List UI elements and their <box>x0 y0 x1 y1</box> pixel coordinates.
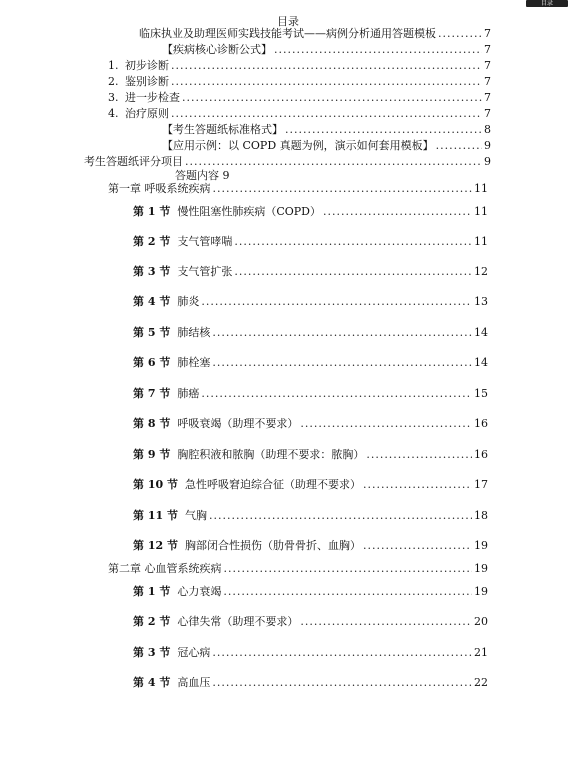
section-label: 肺结核 <box>177 326 211 339</box>
toc-section-pneumonia[interactable] <box>133 295 488 308</box>
toc-section-pneumothorax[interactable] <box>133 509 488 522</box>
section-page: 16 <box>474 448 488 461</box>
section-label: 胸部闭合性损伤（肋骨骨折、血胸） <box>184 539 361 552</box>
leader-dots <box>212 646 472 659</box>
section-label: 高血压 <box>177 676 211 689</box>
section-label: 心力衰竭 <box>177 585 222 598</box>
section-label: 心律失常（助理不要求） <box>177 615 299 628</box>
section-page: 15 <box>474 387 488 400</box>
leader-dots <box>224 562 473 575</box>
section-page: 18 <box>474 509 488 522</box>
section-label: 急性呼吸窘迫综合征（助理不要求） <box>184 478 361 491</box>
toc-entry-page: 7 <box>484 75 491 88</box>
section-page: 22 <box>474 676 488 689</box>
section-page: 11 <box>474 205 488 218</box>
toc-entry-label: 【考生答题纸标准格式】 <box>162 123 283 136</box>
toc-entry-page: 7 <box>484 91 491 104</box>
toc-entry-diagnosis-formula[interactable] <box>162 43 491 56</box>
section-label: 慢性阻塞性肺疾病（COPD） <box>177 205 321 218</box>
toc-section-asthma[interactable] <box>133 235 488 248</box>
toc-entry-number: 3. <box>108 91 119 104</box>
section-page: 14 <box>474 356 488 369</box>
toc-entry-page: 7 <box>484 27 491 40</box>
leader-dots <box>201 387 472 400</box>
toc-section-heart-failure[interactable] <box>133 585 488 598</box>
section-number: 第 1 节 <box>133 585 171 598</box>
leader-dots <box>285 123 482 136</box>
section-page: 17 <box>474 478 488 491</box>
leader-dots <box>323 205 472 218</box>
toc-section-arrhythmia[interactable] <box>133 615 488 628</box>
section-number: 第 3 节 <box>133 265 171 278</box>
chapter-label: 第二章 心血管系统疾病 <box>108 562 222 575</box>
leader-dots <box>366 448 472 461</box>
section-page: 16 <box>474 417 488 430</box>
toc-chapter-respiratory[interactable] <box>108 182 488 195</box>
section-number: 第 7 节 <box>133 387 171 400</box>
toc-section-copd[interactable] <box>133 205 488 218</box>
toc-entry-treatment[interactable] <box>108 107 491 120</box>
section-label: 肺炎 <box>177 295 200 308</box>
leader-dots <box>438 27 482 40</box>
toc-entry-label: 【疾病核心诊断公式】 <box>162 43 272 56</box>
section-page: 14 <box>474 326 488 339</box>
section-number: 第 4 节 <box>133 676 171 689</box>
toc-entry-template[interactable] <box>139 27 491 40</box>
section-number: 第 3 节 <box>133 646 171 659</box>
toc-section-hypertension[interactable] <box>133 676 488 689</box>
section-label: 肺癌 <box>177 387 200 400</box>
leader-dots <box>436 139 482 152</box>
toc-section-lung-cancer[interactable] <box>133 387 488 400</box>
section-number: 第 5 节 <box>133 326 171 339</box>
section-page: 11 <box>474 235 488 248</box>
toc-section-respiratory-failure[interactable] <box>133 417 488 430</box>
section-number: 第 10 节 <box>133 478 178 491</box>
toc-entry-number: 2. <box>108 75 119 88</box>
section-page: 12 <box>474 265 488 278</box>
leader-dots <box>171 75 482 88</box>
section-number: 第 4 节 <box>133 295 171 308</box>
toc-entry-label: 鉴别诊断 <box>125 75 169 88</box>
section-label: 胸腔积液和脓胸（助理不要求：脓胸） <box>177 448 365 461</box>
section-page: 19 <box>474 539 488 552</box>
leader-dots <box>223 585 472 598</box>
leader-dots <box>171 107 482 120</box>
toc-entry-copd-example[interactable] <box>162 139 491 152</box>
leader-dots <box>171 59 482 72</box>
toc-title: 目录 <box>277 15 299 28</box>
toc-section-ards[interactable] <box>133 478 488 491</box>
toc-entry-label: 进一步检查 <box>125 91 180 104</box>
leader-dots <box>209 509 472 522</box>
toc-section-bronchiectasis[interactable] <box>133 265 488 278</box>
leader-dots <box>212 326 472 339</box>
toc-section-coronary-disease[interactable] <box>133 646 488 659</box>
toc-entry-page: 9 <box>484 155 491 168</box>
section-number: 第 12 节 <box>133 539 178 552</box>
toc-entry-initial-diagnosis[interactable] <box>108 59 491 72</box>
toc-entry-page: 8 <box>484 123 491 136</box>
toc-entry-scoring-items[interactable] <box>84 155 491 168</box>
chapter-page: 11 <box>474 182 488 195</box>
corner-watermark <box>526 0 568 7</box>
section-label: 冠心病 <box>177 646 211 659</box>
toc-entry-page: 7 <box>484 107 491 120</box>
toc-section-chest-injury[interactable] <box>133 539 488 552</box>
toc-entry-label: 临床执业及助理医师实践技能考试——病例分析通用答题模板 <box>139 27 436 40</box>
section-label: 支气管扩张 <box>177 265 233 278</box>
section-number: 第 6 节 <box>133 356 171 369</box>
leader-dots <box>363 478 472 491</box>
section-number: 第 1 节 <box>133 205 171 218</box>
toc-entry-further-tests[interactable] <box>108 91 491 104</box>
leader-dots <box>185 155 482 168</box>
section-label: 肺栓塞 <box>177 356 211 369</box>
section-number: 第 8 节 <box>133 417 171 430</box>
toc-section-pulmonary-embolism[interactable] <box>133 356 488 369</box>
leader-dots <box>212 356 472 369</box>
toc-entry-answer-sheet-format[interactable] <box>162 123 491 136</box>
section-page: 19 <box>474 585 488 598</box>
toc-entry-page: 7 <box>484 59 491 72</box>
leader-dots <box>234 265 472 278</box>
toc-section-pleural-effusion[interactable] <box>133 448 488 461</box>
leader-dots <box>213 182 473 195</box>
leader-dots <box>234 235 472 248</box>
leader-dots <box>274 43 482 56</box>
toc-entry-page: 9 <box>484 139 491 152</box>
leader-dots <box>300 417 472 430</box>
section-page: 20 <box>474 615 488 628</box>
toc-entry-differential-diagnosis[interactable] <box>108 75 491 88</box>
leader-dots <box>182 91 482 104</box>
leader-dots <box>300 615 472 628</box>
section-label: 呼吸衰竭（助理不要求） <box>177 417 299 430</box>
section-number: 第 9 节 <box>133 448 171 461</box>
toc-plain-line: 答题内容 9 <box>175 169 230 182</box>
section-number: 第 2 节 <box>133 615 171 628</box>
toc-entry-label: 【应用示例：以 COPD 真题为例，演示如何套用模板】 <box>162 139 434 152</box>
leader-dots <box>363 539 472 552</box>
toc-entry-number: 1. <box>108 59 119 72</box>
section-label: 气胸 <box>184 509 207 522</box>
section-page: 13 <box>474 295 488 308</box>
chapter-label: 第一章 呼吸系统疾病 <box>108 182 211 195</box>
toc-chapter-cardiovascular[interactable] <box>108 562 488 575</box>
toc-entry-number: 4. <box>108 107 119 120</box>
section-page: 21 <box>474 646 488 659</box>
leader-dots <box>201 295 472 308</box>
corner-watermark-text: 目录 <box>540 0 553 7</box>
leader-dots <box>212 676 472 689</box>
toc-entry-label: 治疗原则 <box>125 107 169 120</box>
toc-entry-label: 初步诊断 <box>125 59 169 72</box>
chapter-page: 19 <box>474 562 488 575</box>
section-label: 支气管哮喘 <box>177 235 233 248</box>
toc-section-tuberculosis[interactable] <box>133 326 488 339</box>
section-number: 第 11 节 <box>133 509 178 522</box>
toc-entry-page: 7 <box>484 43 491 56</box>
section-number: 第 2 节 <box>133 235 171 248</box>
toc-entry-label: 考生答题纸评分项目 <box>84 155 183 168</box>
